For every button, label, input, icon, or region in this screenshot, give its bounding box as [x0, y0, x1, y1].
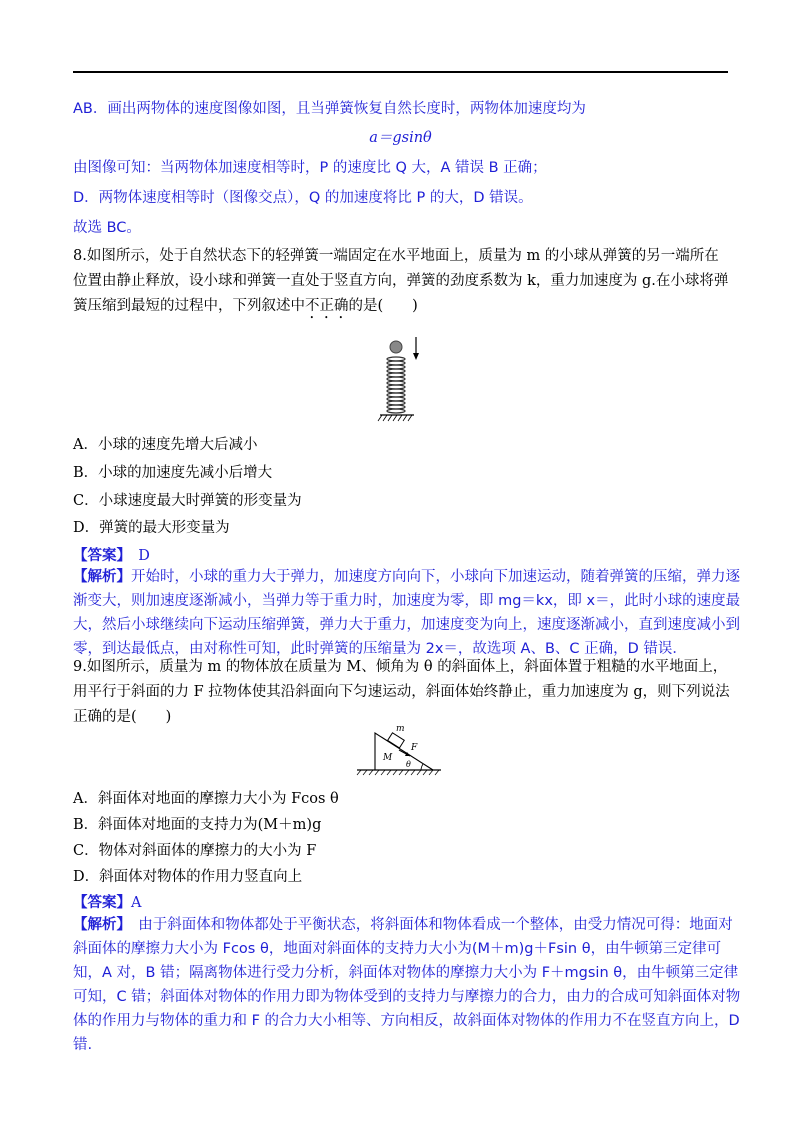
q8-option-b: B．小球的加速度先减小后增大: [73, 465, 273, 481]
incline-label-m: m: [396, 724, 405, 734]
q9-option-a: A．斜面体对地面的摩擦力大小为 Fcos θ: [73, 791, 339, 807]
prev-answer-formula: a＝gsinθ: [369, 130, 432, 146]
incline-label-f: F: [411, 743, 418, 753]
prev-answer-line3: D．两物体速度相等时（图像交点），Q 的加速度将比 P 的大，D 错误。: [73, 190, 533, 206]
q9-option-d: D．斜面体对物体的作用力竖直向上: [73, 869, 303, 885]
q8-option-d: D．弹簧的最大形变量为: [73, 520, 230, 536]
incline-label-big-m: M: [383, 753, 393, 763]
prev-answer-line4: 故选 BC。: [73, 220, 141, 236]
q9-answer: 【答案】A: [73, 894, 142, 911]
q8-analysis: 【解析】开始时，小球的重力大于弹力，加速度方向向下，小球向下加速运动，随着弹簧的压缩，弹力逐渐变大，则加速度逐渐减小，当弹力等于重力时，加速度为零，即 mg＝kx，即 x＝，此时小球的速度最大，然后小球继续向下运动压缩弹簧，弹力大于重力，加速度变为向上，速度逐渐减小，直到速度减小到零，到达最低点，由对称性可知，此时弹簧的压缩量为 2x＝，故选项 A、B、C 正确，D 错误．: [73, 569, 741, 657]
q8-stem: 8.如图所示，处于自然状态下的轻弹簧一端固定在水平地面上，质量为 m 的小球从弹簧的另一端所在位置由静止释放，设小球和弹簧一直处于竖直方向，弹簧的劲度系数为 k，重力加速度为 g.在小球将弹簧压缩到最短的过程中，下列叙述中不正确的是( ): [73, 248, 729, 314]
q8-emphasis: 不正确: [305, 298, 349, 314]
incline-label-theta: θ: [406, 760, 411, 769]
prev-answer-line2: 由图像可知：当两物体加速度相等时，P 的速度比 Q 大，A 错误 B 正确；: [73, 160, 547, 176]
q8-answer: 【答案】 D: [73, 547, 150, 564]
spring-figure: [372, 333, 432, 428]
header-rule: [73, 71, 728, 73]
q9-stem: 9.如图所示，质量为 m 的物体放在质量为 M、倾角为 θ 的斜面体上，斜面体置于粗糙的水平地面上，用平行于斜面的力 F 拉物体使其沿斜面向下匀速运动，斜面体始终静止，重力加速度为 g，则下列说法正确的是( ): [73, 659, 730, 725]
q9-option-c: C．物体对斜面体的摩擦力的大小为 F: [73, 843, 317, 859]
q8-option-c: C．小球速度最大时弹簧的形变量为: [73, 493, 302, 509]
q9-option-b: B．斜面体对地面的支持力为(M＋m)g: [73, 817, 322, 833]
prev-answer-line1: AB．画出两物体的速度图像如图，且当弹簧恢复自然长度时，两物体加速度均为: [73, 101, 586, 117]
q9-analysis: 【解析】 由于斜面体和物体都处于平衡状态，将斜面体和物体看成一个整体，由受力情况可得：地面对斜面体的摩擦力大小为 Fcos θ，地面对斜面体的支持力大小为(M＋m)g＋Fsin θ，由牛顿第三定律可知，A 对，B 错；隔离物体进行受力分析，斜面体对物体的摩擦力大小为 F＋mgsin θ，由牛顿第三定律可知，C 错；斜面体对物体的作用力即为物体受到的支持力与摩擦力的合力，由力的合成可知斜面体对物体的作用力与物体的重力和 F 的合力大小相等、方向相反，故斜面体对物体的作用力不在竖直方向上，D 错.: [73, 917, 741, 1053]
q8-option-a: A．小球的速度先增大后减小: [73, 437, 258, 453]
